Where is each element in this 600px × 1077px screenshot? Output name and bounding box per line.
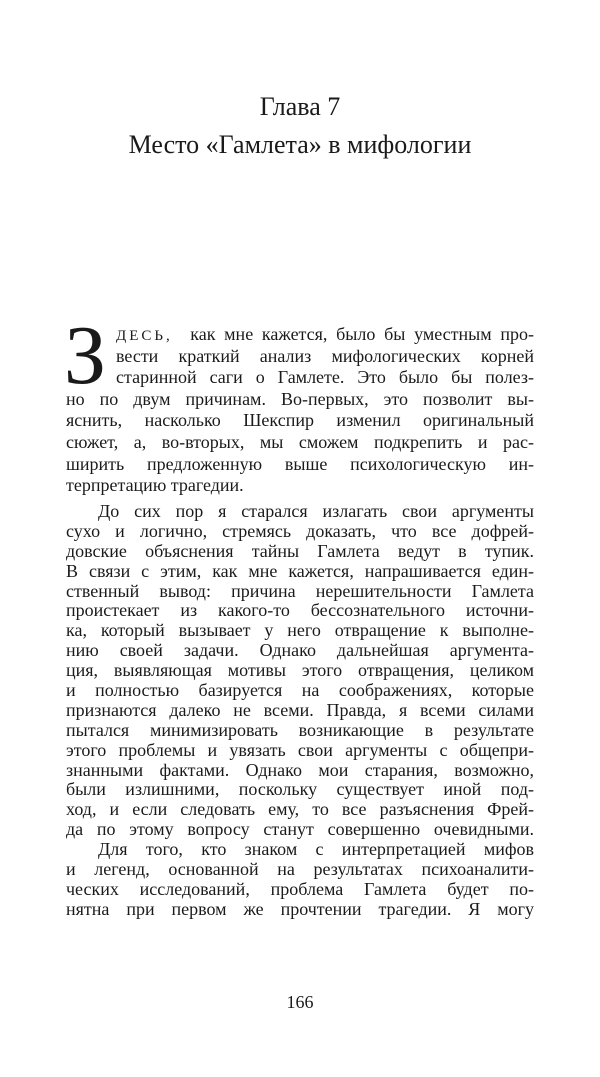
text-line: ческих исследований, проблема Гамлета будет по- <box>66 878 534 899</box>
text-line: но по двум причинам. Во-первых, это позволит вы- <box>66 388 534 409</box>
text-line <box>116 324 534 346</box>
text-line: этого проблемы и увязать свои аргументы с общепри- <box>66 739 534 760</box>
page-number: 166 <box>286 992 314 1012</box>
text-line: нию своей задачи. Однако дальнейшая аргумента- <box>66 640 534 661</box>
body-text <box>66 502 534 920</box>
text-line: и легенд, основанной на результатах психоаналити- <box>66 859 534 880</box>
text-line: признаются далеко не всеми. Правда, я всеми силами <box>66 699 534 720</box>
text-line: ход, и если следовать ему, то все разъяснения Фрей- <box>66 799 534 820</box>
text-line: ция, выявляющая мотивы этого отвращения, целиком <box>66 660 534 681</box>
text-line: ширить предложенную выше психологическую ин- <box>66 453 534 474</box>
text-line: Для того, кто знаком с интерпретацией мифов <box>98 839 534 860</box>
text-line: сухо и логично, стремясь доказать, что все дофрей- <box>66 520 534 541</box>
text-line: вести краткий анализ мифологических корней <box>116 345 534 366</box>
text-line: До сих пор я старался излагать свои аргументы <box>98 501 534 521</box>
text-line: терпретацию трагедии. <box>66 475 244 496</box>
text-line: проистекает из какого-то бессознательного источни- <box>66 600 534 621</box>
chapter-title: Место «Гамлета» в мифологии <box>128 130 472 159</box>
chapter-number: Глава 7 <box>259 92 341 121</box>
text-line: довские объяснения тайны Гамлета ведут в тупик. <box>66 540 534 561</box>
text-line: старинной саги о Гамлете. Это было бы полез- <box>116 367 534 388</box>
text-line-content: как мне кажется, было бы уместным про- <box>190 324 535 344</box>
text-line: ственный вывод: причина нерешительности Гамлета <box>66 580 534 601</box>
text-line: нятна при первом же прочтении трагедии. Я могу <box>66 898 534 919</box>
text-line: и полностью базируется на соображениях, которые <box>66 680 534 701</box>
paragraph-1 <box>64 309 535 497</box>
small-caps-start: ДЕСЬ, <box>116 328 173 344</box>
text-line: были излишними, поскольку существует иной под- <box>66 779 534 800</box>
text-line: сюжет, а, во-вторых, мы сможем подкрепить и рас- <box>66 431 534 452</box>
drop-cap: З <box>64 309 107 402</box>
text-line: В связи с этим, как мне кажется, напрашивается един- <box>66 560 534 581</box>
text-line: яснить, насколько Шекспир изменил оригинальный <box>66 410 534 431</box>
text-line: да по этому вопросу станут совершенно очевидными. <box>66 819 534 840</box>
text-line: ка, который вызывает у него отвращение к выполне- <box>66 620 534 641</box>
text-line: пытался минимизировать возникающие в результате <box>66 719 534 740</box>
text-line: знанными фактами. Однако мои старания, возможно, <box>66 759 534 780</box>
